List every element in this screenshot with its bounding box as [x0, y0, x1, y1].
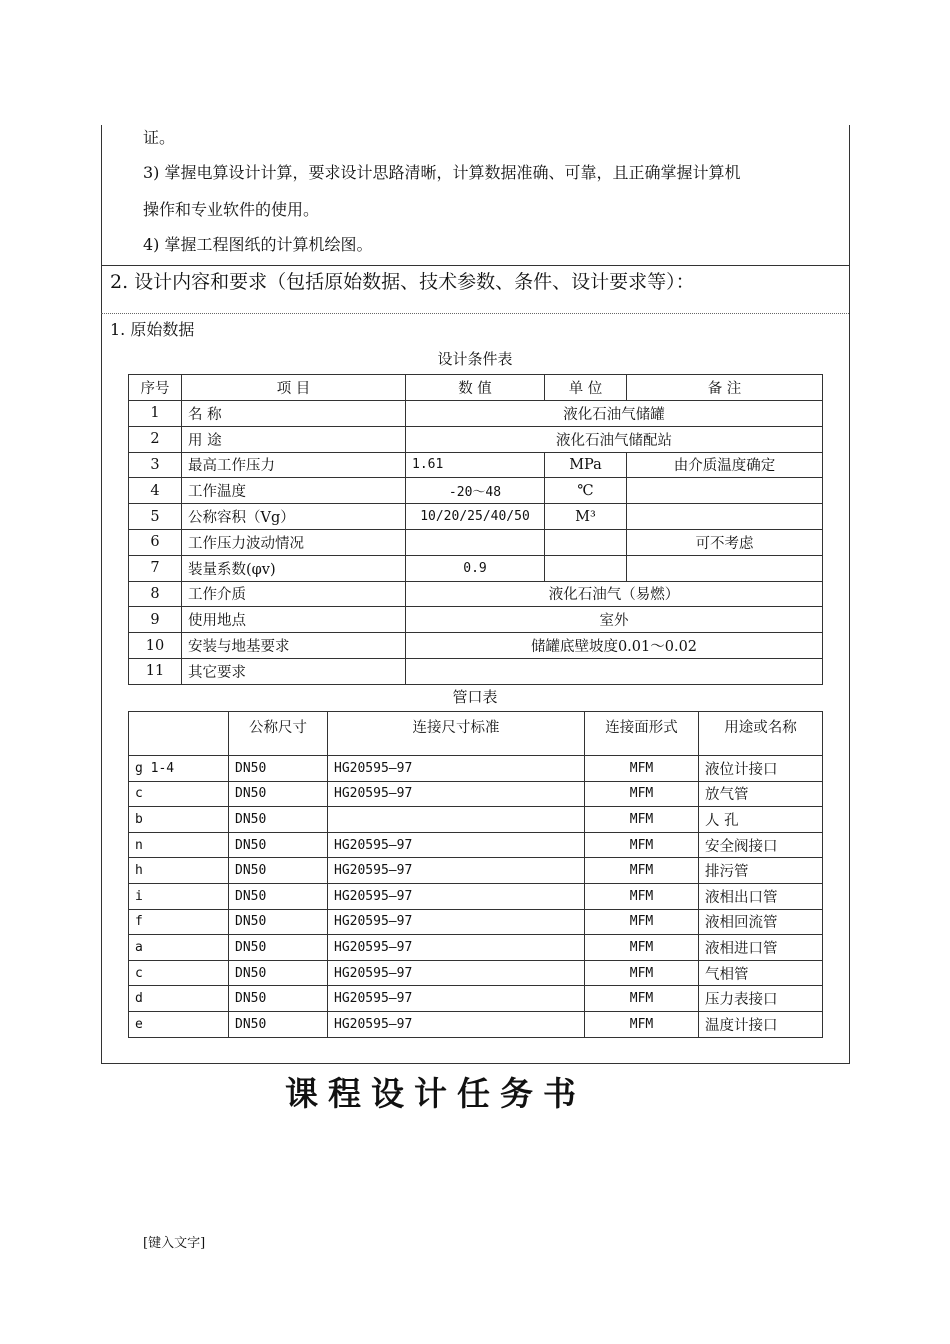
row-value: 液化石油气（易燃） — [406, 581, 823, 607]
nozzle-use: 排污管 — [699, 858, 823, 884]
row-unit: ℃ — [545, 478, 627, 504]
conditions-row — [129, 607, 823, 633]
nozzle-standard: HG20595—97 — [328, 883, 585, 909]
section-divider-dotted — [101, 313, 849, 314]
nozzle-use: 气相管 — [699, 960, 823, 986]
nozzle-face: MFM — [585, 807, 699, 833]
row-value — [406, 529, 545, 555]
nozzle-use: 液相进口管 — [699, 935, 823, 961]
nozzle-header-cell: 连接尺寸标准 — [328, 712, 585, 756]
nozzle-table — [128, 711, 823, 1038]
nozzle-use: 温度计接口 — [699, 1011, 823, 1037]
nozzle-size: DN50 — [229, 986, 328, 1012]
nozzle-use: 液相出口管 — [699, 883, 823, 909]
nozzle-face: MFM — [585, 986, 699, 1012]
row-item: 用 途 — [182, 426, 406, 452]
nozzle-size: DN50 — [229, 883, 328, 909]
conditions-row — [129, 426, 823, 452]
conditions-row — [129, 581, 823, 607]
conditions-header-row — [129, 375, 823, 401]
nozzle-row — [129, 883, 823, 909]
conditions-row — [129, 633, 823, 659]
nozzle-table-caption: 管口表 — [452, 688, 498, 706]
conditions-table — [128, 374, 823, 685]
intro-line-2: 3) 掌握电算设计计算，要求设计思路清晰，计算数据准确、可靠，且正确掌握计算机 — [143, 163, 741, 182]
nozzle-id: c — [129, 781, 229, 807]
intro-line-4: 4) 掌握工程图纸的计算机绘图。 — [143, 235, 373, 254]
row-item: 最高工作压力 — [182, 452, 406, 478]
row-value: 液化石油气储配站 — [406, 426, 823, 452]
row-value — [406, 658, 823, 684]
nozzle-standard: HG20595—97 — [328, 909, 585, 935]
row-note: 可不考虑 — [627, 529, 823, 555]
row-value: 室外 — [406, 607, 823, 633]
nozzle-face: MFM — [585, 1011, 699, 1037]
conditions-header-cell: 项 目 — [182, 375, 406, 401]
nozzle-size: DN50 — [229, 935, 328, 961]
section-divider — [101, 265, 849, 266]
nozzle-row — [129, 960, 823, 986]
nozzle-face: MFM — [585, 883, 699, 909]
nozzle-id: e — [129, 1011, 229, 1037]
nozzle-row — [129, 756, 823, 782]
row-unit — [545, 529, 627, 555]
row-item: 其它要求 — [182, 658, 406, 684]
nozzle-size: DN50 — [229, 909, 328, 935]
nozzle-row — [129, 858, 823, 884]
nozzle-header-cell: 连接面形式 — [585, 712, 699, 756]
row-number: 2 — [129, 426, 182, 452]
row-number: 8 — [129, 581, 182, 607]
conditions-row — [129, 452, 823, 478]
nozzle-id: a — [129, 935, 229, 961]
row-unit: MPa — [545, 452, 627, 478]
row-item: 使用地点 — [182, 607, 406, 633]
row-number: 3 — [129, 452, 182, 478]
nozzle-face: MFM — [585, 909, 699, 935]
nozzle-face: MFM — [585, 960, 699, 986]
row-item: 安装与地基要求 — [182, 633, 406, 659]
nozzle-use: 放气管 — [699, 781, 823, 807]
nozzle-standard: HG20595—97 — [328, 781, 585, 807]
nozzle-size: DN50 — [229, 807, 328, 833]
nozzle-use: 安全阀接口 — [699, 832, 823, 858]
nozzle-row — [129, 832, 823, 858]
conditions-table-caption: 设计条件表 — [437, 350, 513, 368]
row-number: 7 — [129, 555, 182, 581]
conditions-header-cell: 数 值 — [406, 375, 545, 401]
row-number: 6 — [129, 529, 182, 555]
nozzle-face: MFM — [585, 858, 699, 884]
row-item: 名 称 — [182, 401, 406, 427]
nozzle-header-cell: 用途或名称 — [699, 712, 823, 756]
nozzle-face: MFM — [585, 832, 699, 858]
conditions-header-cell: 序号 — [129, 375, 182, 401]
row-item: 工作介质 — [182, 581, 406, 607]
row-note — [627, 478, 823, 504]
intro-line-3: 操作和专业软件的使用。 — [143, 200, 320, 219]
nozzle-standard: HG20595—97 — [328, 986, 585, 1012]
conditions-row — [129, 478, 823, 504]
row-number: 4 — [129, 478, 182, 504]
nozzle-size: DN50 — [229, 756, 328, 782]
nozzle-standard — [328, 807, 585, 833]
nozzle-row — [129, 1011, 823, 1037]
intro-line-1: 证。 — [143, 128, 176, 147]
row-number: 10 — [129, 633, 182, 659]
conditions-header-cell: 备 注 — [627, 375, 823, 401]
row-note — [627, 555, 823, 581]
conditions-row — [129, 401, 823, 427]
row-number: 1 — [129, 401, 182, 427]
row-value: 储罐底壁坡度0.01～0.02 — [406, 633, 823, 659]
nozzle-header-cell — [129, 712, 229, 756]
row-value: 1.61 — [406, 452, 545, 478]
row-item: 工作温度 — [182, 478, 406, 504]
nozzle-row — [129, 935, 823, 961]
footer-placeholder: [键入文字] — [143, 1236, 206, 1251]
nozzle-row — [129, 781, 823, 807]
conditions-row — [129, 529, 823, 555]
row-unit — [545, 555, 627, 581]
nozzle-size: DN50 — [229, 781, 328, 807]
nozzle-id: c — [129, 960, 229, 986]
row-unit: M³ — [545, 504, 627, 530]
nozzle-id: g 1-4 — [129, 756, 229, 782]
nozzle-row — [129, 909, 823, 935]
conditions-header-cell: 单 位 — [545, 375, 627, 401]
nozzle-size: DN50 — [229, 1011, 328, 1037]
nozzle-header-cell: 公称尺寸 — [229, 712, 328, 756]
row-item: 工作压力波动情况 — [182, 529, 406, 555]
nozzle-id: i — [129, 883, 229, 909]
row-number: 5 — [129, 504, 182, 530]
section-2-heading: 2. 设计内容和要求（包括原始数据、技术参数、条件、设计要求等）： — [110, 271, 695, 293]
nozzle-face: MFM — [585, 781, 699, 807]
nozzle-face: MFM — [585, 756, 699, 782]
raw-data-label: 1. 原始数据 — [110, 320, 195, 339]
nozzle-id: n — [129, 832, 229, 858]
nozzle-standard: HG20595—97 — [328, 960, 585, 986]
nozzle-face: MFM — [585, 935, 699, 961]
row-value: 0.9 — [406, 555, 545, 581]
nozzle-size: DN50 — [229, 960, 328, 986]
nozzle-id: d — [129, 986, 229, 1012]
nozzle-use: 人 孔 — [699, 807, 823, 833]
row-value: 10/20/25/40/50 — [406, 504, 545, 530]
row-note — [627, 504, 823, 530]
row-number: 9 — [129, 607, 182, 633]
nozzle-id: h — [129, 858, 229, 884]
row-item: 公称容积（Vg） — [182, 504, 406, 530]
conditions-row — [129, 658, 823, 684]
row-value: 液化石油气储罐 — [406, 401, 823, 427]
nozzle-standard: HG20595—97 — [328, 858, 585, 884]
nozzle-standard: HG20595—97 — [328, 832, 585, 858]
nozzle-row — [129, 986, 823, 1012]
row-value: -20～48 — [406, 478, 545, 504]
conditions-row — [129, 504, 823, 530]
nozzle-standard: HG20595—97 — [328, 1011, 585, 1037]
nozzle-size: DN50 — [229, 832, 328, 858]
nozzle-row — [129, 807, 823, 833]
nozzle-id: b — [129, 807, 229, 833]
nozzle-header-row — [129, 712, 823, 756]
nozzle-use: 液相回流管 — [699, 909, 823, 935]
nozzle-use: 压力表接口 — [699, 986, 823, 1012]
nozzle-id: f — [129, 909, 229, 935]
row-note: 由介质温度确定 — [627, 452, 823, 478]
nozzle-use: 液位计接口 — [699, 756, 823, 782]
document-title: 课程设计任务书 — [285, 1074, 586, 1113]
nozzle-size: DN50 — [229, 858, 328, 884]
row-item: 装量系数(φv) — [182, 555, 406, 581]
conditions-row — [129, 555, 823, 581]
nozzle-standard: HG20595—97 — [328, 756, 585, 782]
row-number: 11 — [129, 658, 182, 684]
nozzle-standard: HG20595—97 — [328, 935, 585, 961]
